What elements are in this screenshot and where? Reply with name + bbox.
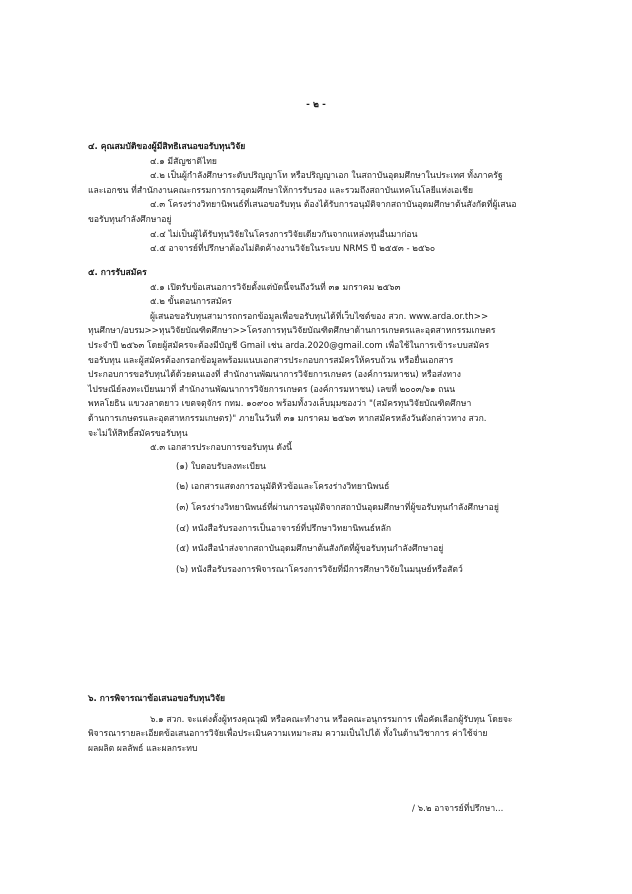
section-5-paragraph-line: ไปรษณีย์ลงทะเบียนมาที่ สำนักงานพัฒนาการวิจัยการเกษตร (องค์การมหาชน) เลขที่ ๒๐๐๓/๖๑ ถนน — [88, 384, 456, 395]
section-5-title: ๕. การรับสมัคร — [88, 268, 147, 278]
document-list-item: (๑) ใบตอบรับลงทะเบียน — [176, 461, 266, 472]
section-5-paragraph-line: ทุนศึกษา/อบรม>>ทุนวิจัยบัณฑิตศึกษา>>โครงการทุนวิจัยบัณฑิตศึกษาด้านการเกษตรและอุตสาหกรรมเกษตร — [88, 326, 496, 337]
section-5-item-3: ๕.๓ เอกสารประกอบการขอรับทุน ดังนี้ — [150, 443, 293, 454]
section-4-item-2: ๔.๒ เป็นผู้กำลังศึกษาระดับปริญญาโท หรือปริญญาเอก ในสถาบันอุดมศึกษาในประเทศ ทั้งภาครัฐ — [150, 171, 503, 182]
section-5-paragraph-line: ขอรับทุน และผู้สมัครต้องกรอกข้อมูลพร้อมแนบเอกสารประกอบการสมัครให้ครบถ้วน หรือยื่นเอกสาร — [88, 355, 454, 366]
section-5-item-2: ๕.๒ ขั้นตอนการสมัคร — [150, 297, 232, 308]
section-4-item-2-cont: และเอกชน ที่สำนักงานคณะกรรมการการอุดมศึกษาให้การรับรอง และรวมถึงสถาบันเทคโนโลยีแห่งเอเชีย — [88, 185, 474, 196]
section-4 — [88, 140, 548, 257]
section-4-item-3-cont: ขอรับทุนกำลังศึกษาอยู่ — [88, 214, 172, 225]
section-6-paragraph-line: พิจารณารายละเอียดข้อเสนอการวิจัยเพื่อประเมินความเหมาะสม ความเป็นไปได้ ทั้งในด้านวิชาการ ค่าใช้จ่าย — [88, 729, 488, 740]
section-5 — [88, 266, 548, 577]
section-5-paragraph-line: ประจำปี ๒๕๖๓ โดยผู้สมัครจะต้องมีบัญชี Gmail เช่น arda.2020@gmail.com เพื่อใช้ในการเข้าระบบสมัคร — [88, 340, 490, 351]
section-5-paragraph-line: ประกอบการขอรับทุนได้ด้วยตนเองที่ สำนักงานพัฒนาการวิจัยการเกษตร (องค์การมหาชน) หรือส่งทาง — [88, 370, 462, 381]
document-list-item: (๖) หนังสือรับรองการพิจารณาโครงการวิจัยที่มีการศึกษาวิจัยในมนุษย์หรือสัตว์ — [176, 564, 463, 575]
section-4-item-1: ๔.๑ มีสัญชาติไทย — [150, 156, 217, 167]
section-6-paragraph-line: ๖.๑ สวก. จะแต่งตั้งผู้ทรงคุณวุฒิ หรือคณะทำงาน หรือคณะอนุกรรมการ เพื่อคัดเลือกผู้รับทุน โดยจะ — [150, 714, 513, 725]
page-number: - ๒ - — [306, 100, 326, 110]
section-5-paragraph-line: พหลโยธิน แขวงลาดยาว เขตจตุจักร กทม. ๑๐๙๐๐ พร้อมทั้งวงเล็บมุมซองว่า "(สมัครทุนวิจัยบัณฑิตศึกษา — [88, 399, 472, 410]
section-4-title: ๔. คุณสมบัติของผู้มีสิทธิเสนอขอรับทุนวิจัย — [88, 142, 246, 152]
section-5-paragraph-line: ผู้เสนอขอรับทุนสามารถกรอกข้อมูลเพื่อขอรับทุนได้ที่เว็บไซต์ของ สวก. www.arda.or.th>> — [150, 311, 489, 322]
section-4-item-5: ๔.๕ อาจารย์ที่ปรึกษาต้องไม่ติดค้างงานวิจัยในระบบ NRMS ปี ๒๕๕๓ - ๒๕๖๐ — [150, 244, 436, 255]
section-4-item-4: ๔.๔ ไม่เป็นผู้ได้รับทุนวิจัยในโครงการวิจัยเดียวกันจากแหล่งทุนอื่นมาก่อน — [150, 229, 418, 240]
section-4-item-3: ๔.๓ โครงร่างวิทยานิพนธ์ที่เสนอขอรับทุน ต้องได้รับการอนุมัติจากสถาบันอุดมศึกษาต้นสังกัดที่ผู้เสนอ — [150, 200, 517, 211]
section-5-item-1: ๕.๑ เปิดรับข้อเสนอการวิจัยตั้งแต่บัดนี้จนถึงวันที่ ๓๑ มกราคม ๒๕๖๓ — [150, 282, 401, 293]
section-6-title: ๖. การพิจารณาข้อเสนอขอรับทุนวิจัย — [88, 694, 226, 704]
section-5-paragraph-line: จะไม่ให้สิทธิ์สมัครขอรับทุน — [88, 428, 188, 439]
section-5-paragraph-line: ด้านการเกษตรและอุตสาหกรรมเกษตร)" ภายในวันที่ ๓๑ มกราคม ๒๕๖๓ หากสมัครหลังวันดังกล่าวทาง สวก. — [88, 413, 487, 424]
section-6-paragraph-line: ผลผลิต ผลลัพธ์ และผลกระทบ — [88, 743, 198, 754]
document-list — [176, 460, 548, 578]
continuation-note: / ๖.๒ อาจารย์ที่ปรึกษา... — [412, 804, 504, 814]
document-list-item: (๔) หนังสือรับรองการเป็นอาจารย์ที่ปรึกษาวิทยานิพนธ์หลัก — [176, 523, 392, 534]
document-list-item: (๓) โครงร่างวิทยานิพนธ์ที่ผ่านการอนุมัติจากสถาบันอุดมศึกษาที่ผู้ขอรับทุนกำลังศึกษาอยู่ — [176, 502, 499, 513]
section-6 — [88, 692, 548, 756]
document-list-item: (๒) เอกสารแสดงการอนุมัติหัวข้อและโครงร่างวิทยานิพนธ์ — [176, 482, 390, 493]
document-list-item: (๕) หนังสือนำส่งจากสถาบันอุดมศึกษาต้นสังกัดที่ผู้ขอรับทุนกำลังศึกษาอยู่ — [176, 544, 444, 555]
